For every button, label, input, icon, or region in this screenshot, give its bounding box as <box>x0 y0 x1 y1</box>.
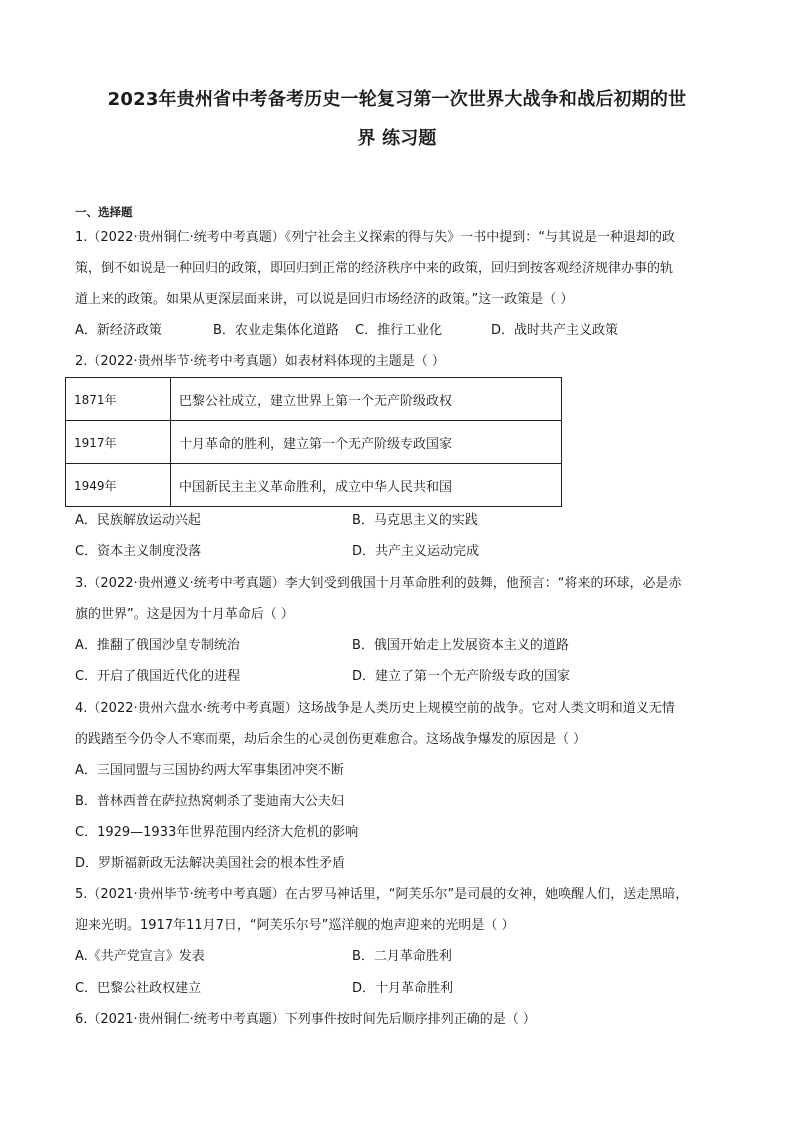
table-cell-year: 1949年 <box>66 464 171 507</box>
q3-stem-line1: 3.（2022·贵州遵义·统考中考真题）李大钊受到俄国十月革命胜利的鼓舞，他预言：“将来的环球，必是赤 <box>75 576 682 591</box>
table-cell-year: 1871年 <box>66 378 171 421</box>
q1-option-c: C．推行工业化 <box>355 323 443 338</box>
table-cell-event: 十月革命的胜利，建立第一个无产阶级专政国家 <box>171 421 562 464</box>
table-cell-year: 1917年 <box>66 421 171 464</box>
q5-option-b: B．二月革命胜利 <box>352 949 452 964</box>
page-title-line1: 2023年贵州省中考备考历史一轮复习第一次世界大战争和战后初期的世 <box>107 89 687 110</box>
q3-option-c: C．开启了俄国近代化的进程 <box>75 669 241 684</box>
q3-stem-line2: 旗的世界”。这是因为十月革命后（ ） <box>75 607 294 622</box>
q4-option-b: B．普林西普在萨拉热窝刺杀了斐迪南大公夫妇 <box>75 794 344 809</box>
q1-option-d: D．战时共产主义政策 <box>491 323 619 338</box>
q2-option-d: D．共产主义运动完成 <box>352 544 480 559</box>
q2-option-c: C．资本主义制度没落 <box>75 544 202 559</box>
q5-option-a: A.《共产党宣言》发表 <box>75 949 205 964</box>
q1-stem-line1: 1.（2022·贵州铜仁·统考中考真题）《列宁社会主义探索的得与失》一书中提到：“与其说是一种退却的政 <box>75 230 675 245</box>
section-heading: 一、选择题 <box>75 205 133 219</box>
table-row <box>66 378 562 421</box>
q3-option-b: B．俄国开始走上发展资本主义的道路 <box>352 638 569 653</box>
table-cell-event: 中国新民主主义革命胜利，成立中华人民共和国 <box>171 464 562 507</box>
table-cell-event: 巴黎公社成立，建立世界上第一个无产阶级政权 <box>171 378 562 421</box>
table-row <box>66 421 562 464</box>
q2-stem: 2.（2022·贵州毕节·统考中考真题）如表材料体现的主题是（ ） <box>75 354 445 369</box>
q4-option-c: C．1929—1933年世界范围内经济大危机的影响 <box>75 825 359 840</box>
q4-stem-line2: 的践踏至今仍令人不寒而栗，劫后余生的心灵创伤更难愈合。这场战争爆发的原因是（ ） <box>75 732 587 747</box>
q1-stem-line2: 策，倒不如说是一种回归的政策，即回归到正常的经济秩序中来的政策，回归到按客观经济规律办事的轨 <box>75 261 674 276</box>
table-row <box>66 464 562 507</box>
q4-option-a: A．三国同盟与三国协约两大军事集团冲突不断 <box>75 763 344 778</box>
q2-material-table <box>65 377 562 507</box>
page-title-line2: 界 练习题 <box>357 128 437 149</box>
q4-stem-line1: 4.（2022·贵州六盘水·统考中考真题）这场战争是人类历史上规模空前的战争。它对人类文明和道义无情 <box>75 701 675 716</box>
q4-option-d: D．罗斯福新政无法解决美国社会的根本性矛盾 <box>75 856 346 871</box>
q3-option-a: A．推翻了俄国沙皇专制统治 <box>75 638 240 653</box>
q5-stem-line2: 迎来光明。1917年11月7日，“阿芙乐尔号”巡洋舰的炮声迎来的光明是（ ） <box>75 918 515 933</box>
q2-option-b: B．马克思主义的实践 <box>352 513 478 528</box>
q2-option-a: A．民族解放运动兴起 <box>75 513 201 528</box>
q1-option-a: A．新经济政策 <box>75 323 162 338</box>
q5-stem-line1: 5.（2021·贵州毕节·统考中考真题）在古罗马神话里，“阿芙乐尔”是司晨的女神，她唤醒人们，送走黑暗， <box>75 887 689 902</box>
q1-option-b: B．农业走集体化道路 <box>213 323 339 338</box>
q6-stem: 6.（2021·贵州铜仁·统考中考真题）下列事件按时间先后顺序排列正确的是（ ） <box>75 1012 536 1027</box>
q5-option-c: C．巴黎公社政权建立 <box>75 981 202 996</box>
q5-option-d: D．十月革命胜利 <box>352 981 454 996</box>
q3-option-d: D．建立了第一个无产阶级专政的国家 <box>352 669 571 684</box>
q1-stem-line3: 道上来的政策。如果从更深层面来讲，可以说是回归市场经济的政策。”这一政策是（ ） <box>75 292 574 307</box>
